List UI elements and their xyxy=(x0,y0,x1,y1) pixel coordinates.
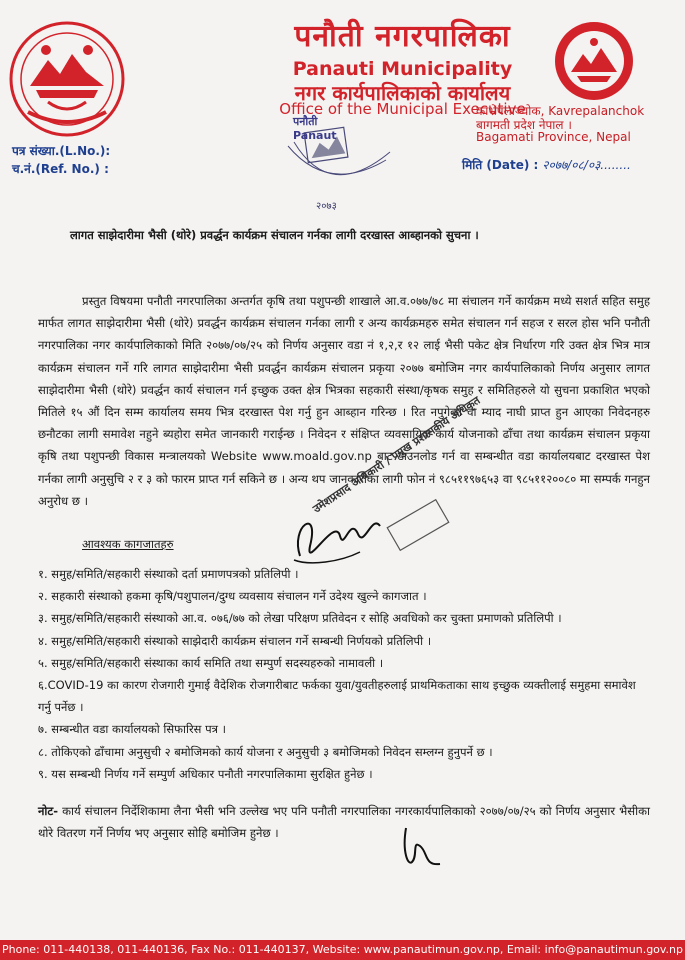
footer-contact: Phone: 011-440138, 011-440136, Fax No.: 011-440137, Website: www.panautimun.gov.np, Email: info@panautimun.gov.np xyxy=(0,940,685,960)
stamp-year: २०७३ xyxy=(316,201,337,212)
reference-number-label: च.नं.(Ref. No.) : xyxy=(12,162,109,176)
date-value: २०७७/०८/०३........ xyxy=(542,158,631,172)
initial-mark-icon xyxy=(398,822,448,872)
list-item: ५. समुह/समिति/सहकारी संस्थाका कार्य समिति तथा सम्पुर्ण सदस्यहरुको नामावली । xyxy=(38,655,384,670)
address-line-3: Bagamati Province, Nepal xyxy=(476,130,631,144)
notice-title: लागत साझेदारीमा भैसी (थोरे) प्रवर्द्धन कार्यक्रम संचालन गर्नका लागी दरखास्त आब्हानको सुचना । xyxy=(70,228,479,242)
date-label: मिति (Date) : xyxy=(462,158,539,172)
list-item: ९. यस सम्बन्धी निर्णय गर्ने सम्पुर्ण अधिकार पनौती नगरपालिकामा सुरक्षित हुनेछ । xyxy=(38,766,373,781)
office-name-np: नगर कार्यपालिकाको कार्यालय xyxy=(294,81,511,105)
note-label: नोट- xyxy=(38,804,59,818)
list-item: ८. तोकिएको ढाँचामा अनुसुची २ बमोजिमको कार्य योजना र अनुसुची ३ बमोजिमको निवेदन सम्लग्न हुनुपर्ने छ । xyxy=(38,744,493,759)
list-item: २. सहकारी संस्थाको हकमा कृषि/पशुपालन/दुग्ध व्यवसाय संचालन गर्ने उदेश्य खुल्ने कागजात । xyxy=(38,589,427,604)
signature-stamp-text: उमेशप्रसाद अधिकारी / प्रमुख प्रशासकीय अधिकृत xyxy=(310,393,483,516)
list-item: ७. सम्बन्धीत वडा कार्यालयको सिफारिस पत्र । xyxy=(38,722,226,737)
documents-heading: आवश्यक कागजातहरु xyxy=(82,537,174,551)
note-section xyxy=(38,800,650,844)
notice-body xyxy=(38,290,650,512)
documents-list xyxy=(38,563,650,785)
municipality-name-np: पनौती नगरपालिका xyxy=(294,19,511,54)
list-item: ६.COVID-19 का कारण रोजगारी गुमाई वैदेशिक रोजगारीबाट फर्कका युवा/युवतीहरुलाई प्राथमिकताका साथ इच्छुक व्यक्तीलाई समुहमा समावेश गर्नु पर्नेछ । xyxy=(38,678,636,715)
municipality-name-en: Panauti Municipality xyxy=(292,58,513,80)
stamp-name: पनौती Panaut xyxy=(293,115,337,142)
address-line-2: बागमती प्रदेश नेपाल । xyxy=(476,118,572,132)
list-item: ४. समुह/समिति/सहकारी संस्थाको साझेदारी कार्यक्रम संचालन गर्ने सम्बन्धी निर्णयको प्रतिलिपी । xyxy=(38,633,432,648)
note-text: कार्य संचालन निर्देशिकामा लैना भैसी भनि उल्लेख भए पनि पनौती नगरपालिका नगरकार्यपालिकाको २०७७/०७/२५ को निर्णय अनुसार भैसीका थोरे वितरण गर्ने निर्णय भए अनुसार सोहि बमोजिम हुनेछ । xyxy=(38,804,650,841)
letter-number-label: पत्र संख्या.(L.No.): xyxy=(12,144,111,158)
list-item: १. समुह/समिति/सहकारी संस्थाको दर्ता प्रमाणपत्रको प्रतिलिपी । xyxy=(38,567,299,581)
office-name-en: Office of the Municipal Executive xyxy=(279,100,526,118)
address-line-1: काभ्रेपलाञ्चोक, Kavrepalanchok xyxy=(476,104,645,118)
date-line xyxy=(462,156,631,173)
list-item: ३. समुह/समिति/सहकारी संस्थाको आ.व. ०७६/७७ को लेखा परिक्षण प्रतिवेदन र सोहि अवधिको कर चुक्ता प्रमाणको प्रतिलिपी । xyxy=(38,611,562,626)
notice-paragraph: प्रस्तुत विषयमा पनौती नगरपालिका अन्तर्गत कृषि तथा पशुपन्छी शाखाले आ.व.०७७/७८ मा संचालन गर्ने कार्यक्रम मध्ये सशर्त सहित समुह मार्फत लागत साझेदारीमा भैसी (थोरे) प्रवर्द्धन कार्यक्रम संचालन गर्नका लागी र अन्य कार्यक्रमहरु समेत संचालन गर्न सहज र सरल होस भनि पनौती नगरपालिका नगर कार्यपालिकाको मिति २०७७/०७/२५ को निर्णय अनुसार वडा नं १,२,र १२ लाई भैसी पकेट क्षेत्र निर्धारण गरि उक्त क्षेत्र भित्र मात्र कार्यक्रम संचालन गर्ने गरि लागत साझेदारीमा भैसी प्रवर्द्धन कार्यक्रम संचालन प्रकृया २०७७ बमोजिम नगर कार्यपालिकाको निर्णय अनुसार लागत साझेदारीमा भैसी (थोरे) प्रवर्द्धन कार्य संचालन गर्न इच्छुक उक्त क्षेत्र भित्रका सहकारी संस्था/कृषक समुह र समितिहरुले यो सुचना प्रकाशित भएको मितिले १५ औं दिन सम्म कार्यालय समय भित्र दरखास्त पेश गर्नु हुन आब्हान गरिन्छ । रित नपुगेको वा म्याद नाघी प्राप्त हुन आएका निवेदनहरु छनौटका लागी समावेश नहुने ब्यहोरा समेत जानकारी गराईन्छ । निवेदन र संक्षिप्त व्यवसायिक कार्य योजनाको ढाँचा तथा कार्यक्रम संचालन प्रकृया कृषि तथा पशुपन्छी विकास मन्त्रालयको Website www.moald.gov.np बाट डाउनलोड गर्न वा सम्बन्धीत वडा कार्यालयबाट दरखास्त पेश गर्नका लागी अनुसुचि २ र ३ को फारम प्राप्त गर्न सकिने छ । अन्य थप जानकारीका लागी फोन नं ९८५११९७६५३ वा ९८५११२००८० मा सम्पर्क गनहुन अनुरोध छ । xyxy=(38,294,650,508)
